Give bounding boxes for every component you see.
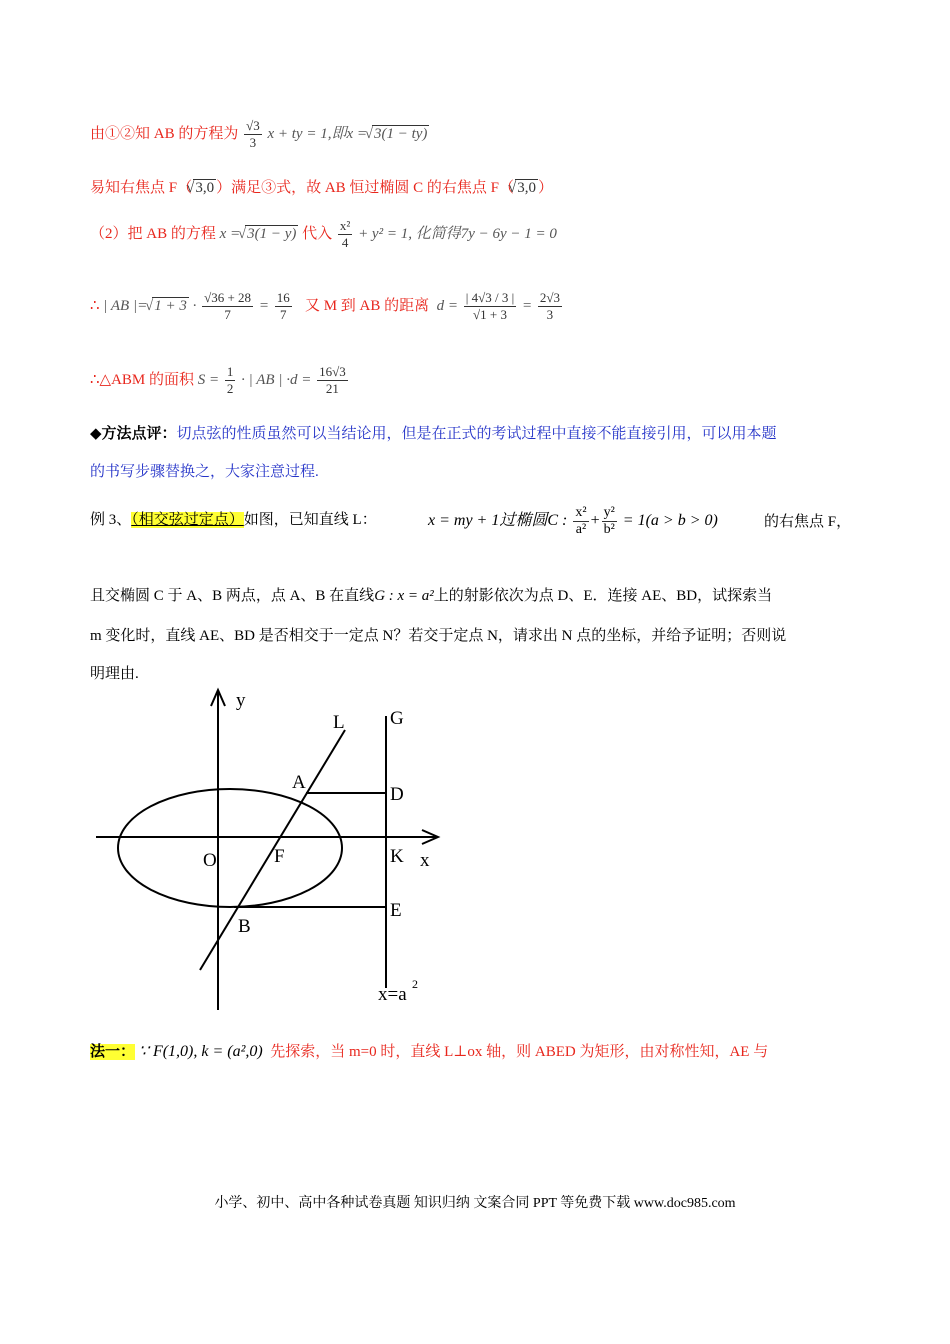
fraction: $\frac{2√3}{3}$ bbox=[539, 290, 560, 322]
method-remark bbox=[90, 422, 777, 443]
line-substitute bbox=[90, 218, 557, 251]
label-x: x bbox=[420, 850, 430, 871]
example-3-eq: x = my + 1过椭圆C : $\frac{\text{x²}}{\text{a²}}$ + $\frac{\text{y²}}{\text{b²}}$ = 1(a > b > 0) bbox=[428, 505, 718, 537]
math: √ 3,0 bbox=[193, 179, 216, 197]
fraction: $\frac{\text{y²}}{\text{b²}}$ bbox=[603, 505, 615, 537]
math: = bbox=[521, 297, 533, 314]
method-remark-cont: 的书写步骤替换之，大家注意过程. bbox=[90, 464, 319, 480]
text: 例 3、 bbox=[90, 512, 132, 528]
method-text: 切点弦的性质虽然可以当结论用，但是在正式的考试过程中直接不能直接引用，可以用本题 bbox=[176, 426, 777, 442]
example-3 bbox=[90, 508, 377, 529]
text: （2）把 AB 的方程 bbox=[90, 225, 216, 242]
fraction: $\frac{\text{x²}}{\text{a²}}$ bbox=[575, 505, 587, 537]
math: √ 3(1 − ty) bbox=[372, 125, 430, 143]
math: x = my + 1过椭圆C : bbox=[428, 512, 568, 530]
solution-label: 法一： bbox=[90, 1044, 136, 1060]
label-G: G bbox=[390, 708, 404, 729]
paragraph-line: m 变化时，直线 AE、BD 是否相交于一定点 N？若交于定点 N，请求出 N 点的坐标，并给予证明；否则说 bbox=[90, 628, 787, 644]
label-B: B bbox=[238, 916, 251, 937]
ellipse-figure bbox=[90, 680, 460, 1010]
label-y: y bbox=[236, 690, 246, 711]
fraction: $\frac{16}{7}$ bbox=[276, 290, 290, 322]
label-x-eq-a2: x=a bbox=[378, 984, 407, 1005]
math: | AB |= bbox=[103, 297, 151, 314]
example-3-tail: 的右焦点 F， bbox=[764, 514, 852, 530]
solution-line bbox=[90, 1040, 768, 1061]
line-L bbox=[200, 730, 345, 970]
text: 上的射影依次为点 D、E．连接 AE、BD，试探索当 bbox=[433, 588, 773, 604]
highlight-tag: （相交弦过定点） bbox=[131, 512, 244, 528]
label-D: D bbox=[390, 784, 404, 805]
line-ab-length bbox=[90, 290, 564, 323]
label-L: L bbox=[333, 712, 345, 733]
text: 且交椭圆 C 于 A、B 两点，点 A、B 在直线 bbox=[90, 588, 375, 604]
math: G : x = a² bbox=[374, 588, 434, 604]
fraction: $\frac{\text{x²}}{4}$ bbox=[339, 218, 351, 250]
ellipse bbox=[118, 789, 342, 907]
label-F: F bbox=[274, 846, 285, 867]
text: 又 M 到 AB 的距离 bbox=[304, 297, 430, 314]
label-O: O bbox=[203, 850, 217, 871]
fraction: $\frac{1}{2}$ bbox=[226, 364, 234, 396]
text: ）满足③式，故 AB 恒过椭圆 C 的右焦点 F（ bbox=[216, 180, 515, 196]
solution-text: 先探索，当 m=0 时，直线 L⊥ox 轴，则 ABED 为矩形，由对称性知，AE 与 bbox=[270, 1044, 769, 1060]
fraction: $\frac{√3}{3}$ bbox=[246, 118, 260, 150]
text: 代入 bbox=[302, 225, 333, 242]
math: √ 3,0 bbox=[515, 179, 538, 197]
text: 如图，已知直线 L： bbox=[243, 512, 377, 528]
math: √ 1 + 3 bbox=[152, 297, 189, 315]
label-A: A bbox=[292, 772, 306, 793]
text: ∴ bbox=[90, 297, 100, 314]
label-x-eq-a2-sup: 2 bbox=[412, 977, 418, 991]
paragraph-line: 明理由. bbox=[90, 666, 139, 682]
paragraph-line bbox=[90, 584, 772, 605]
text: ∴△ABM 的面积 bbox=[90, 371, 195, 388]
text: 由①②知 AB 的方程为 bbox=[90, 125, 239, 142]
line-right-focus bbox=[90, 176, 553, 197]
math: x + ty = 1,即x = bbox=[267, 125, 371, 142]
text: 易知右焦点 F（ bbox=[90, 180, 193, 196]
math: = 1(a > b > 0) bbox=[622, 512, 718, 530]
math: + y² = 1, 化简得7y − 6y − 1 = 0 bbox=[358, 225, 557, 242]
math: S = bbox=[197, 371, 220, 388]
math: · bbox=[192, 297, 197, 314]
text: ） bbox=[538, 180, 554, 196]
math: · | AB | ·d = bbox=[241, 371, 312, 388]
fraction: $\frac{| 4√3 / 3 |}{√1 + 3}$ bbox=[465, 290, 515, 322]
math: ∵ F(1,0), k = (a²,0) bbox=[138, 1043, 263, 1060]
page-footer: 小学、初中、高中各种试卷真题 知识归纳 文案合同 PPT 等免费下载 www.doc985.com bbox=[214, 1196, 736, 1211]
method-title: ◆方法点评： bbox=[90, 426, 177, 442]
line-area bbox=[90, 364, 350, 397]
label-K: K bbox=[390, 846, 404, 867]
math: x = bbox=[219, 225, 244, 242]
fraction: $\frac{16√3}{21}$ bbox=[319, 364, 346, 396]
math: √ 3(1 − y) bbox=[245, 225, 299, 243]
label-E: E bbox=[390, 900, 402, 921]
fraction: $\frac{√36 + 28}{7}$ bbox=[204, 290, 252, 322]
math: d = bbox=[436, 297, 458, 314]
line-ab-equation bbox=[90, 118, 429, 151]
math: = bbox=[258, 297, 269, 314]
